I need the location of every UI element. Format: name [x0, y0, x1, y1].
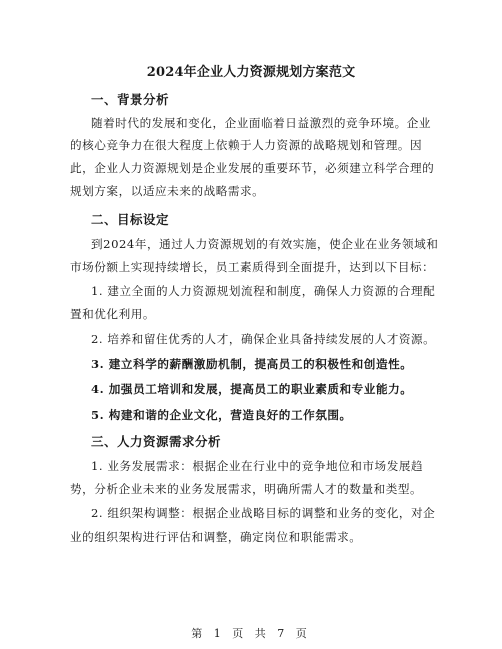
paragraph-line: 到2024年，通过人力资源规划的有效实施，使企业在业务领域和: [91, 237, 439, 251]
paragraph-line: 此，企业人力资源规划是企业发展的重要环节，必须建立科学合理的: [70, 161, 435, 175]
goal-item-4: 4. 加强员工培训和发展，提高员工的职业素质和专业能力。: [91, 382, 413, 396]
section-heading-goals: 二、目标设定: [91, 212, 170, 227]
section-heading-hr-demand: 三、人力资源需求分析: [91, 434, 222, 449]
paragraph-line: 规划方案，以适应未来的战略需求。: [70, 184, 265, 198]
demand-item-1: 1. 业务发展需求：根据企业在行业中的竞争地位和市场发展趋: [91, 459, 424, 473]
goal-item-5: 5. 构建和谐的企业文化，营造良好的工作氛围。: [91, 408, 352, 422]
goal-item-3: 3. 建立科学的薪酬激励机制，提高员工的积极性和创造性。: [91, 357, 413, 371]
paragraph-line: 市场份额上实现持续增长，员工素质得到全面提升，达到以下目标：: [70, 260, 435, 274]
page-footer: 第 1 页 共 7 页: [191, 627, 311, 640]
paragraph-line: 的核心竞争力在很大程度上依赖于人力资源的战略规划和管理。因: [70, 138, 423, 152]
demand-item-2: 2. 组织架构调整：根据企业战略目标的调整和业务的变化，对企: [91, 506, 436, 520]
demand-item-1-continued: 势，分析企业未来的业务发展需求，明确所需人才的数量和类型。: [70, 482, 423, 496]
section-heading-background: 一、背景分析: [91, 92, 170, 107]
goal-item-1-continued: 置和优化利用。: [70, 307, 156, 321]
paragraph-line: 随着时代的发展和变化，企业面临着日益激烈的竞争环境。企业: [91, 116, 432, 130]
goal-item-2: 2. 培养和留住优秀的人才，确保企业具备持续发展的人才资源。: [91, 332, 436, 346]
demand-item-2-continued: 业的组织架构进行评估和调整，确定岗位和职能需求。: [70, 530, 362, 544]
goal-item-1: 1. 建立全面的人力资源规划流程和制度，确保人力资源的合理配: [91, 284, 436, 298]
document-title: 2024年企业人力资源规划方案范文: [146, 65, 356, 80]
